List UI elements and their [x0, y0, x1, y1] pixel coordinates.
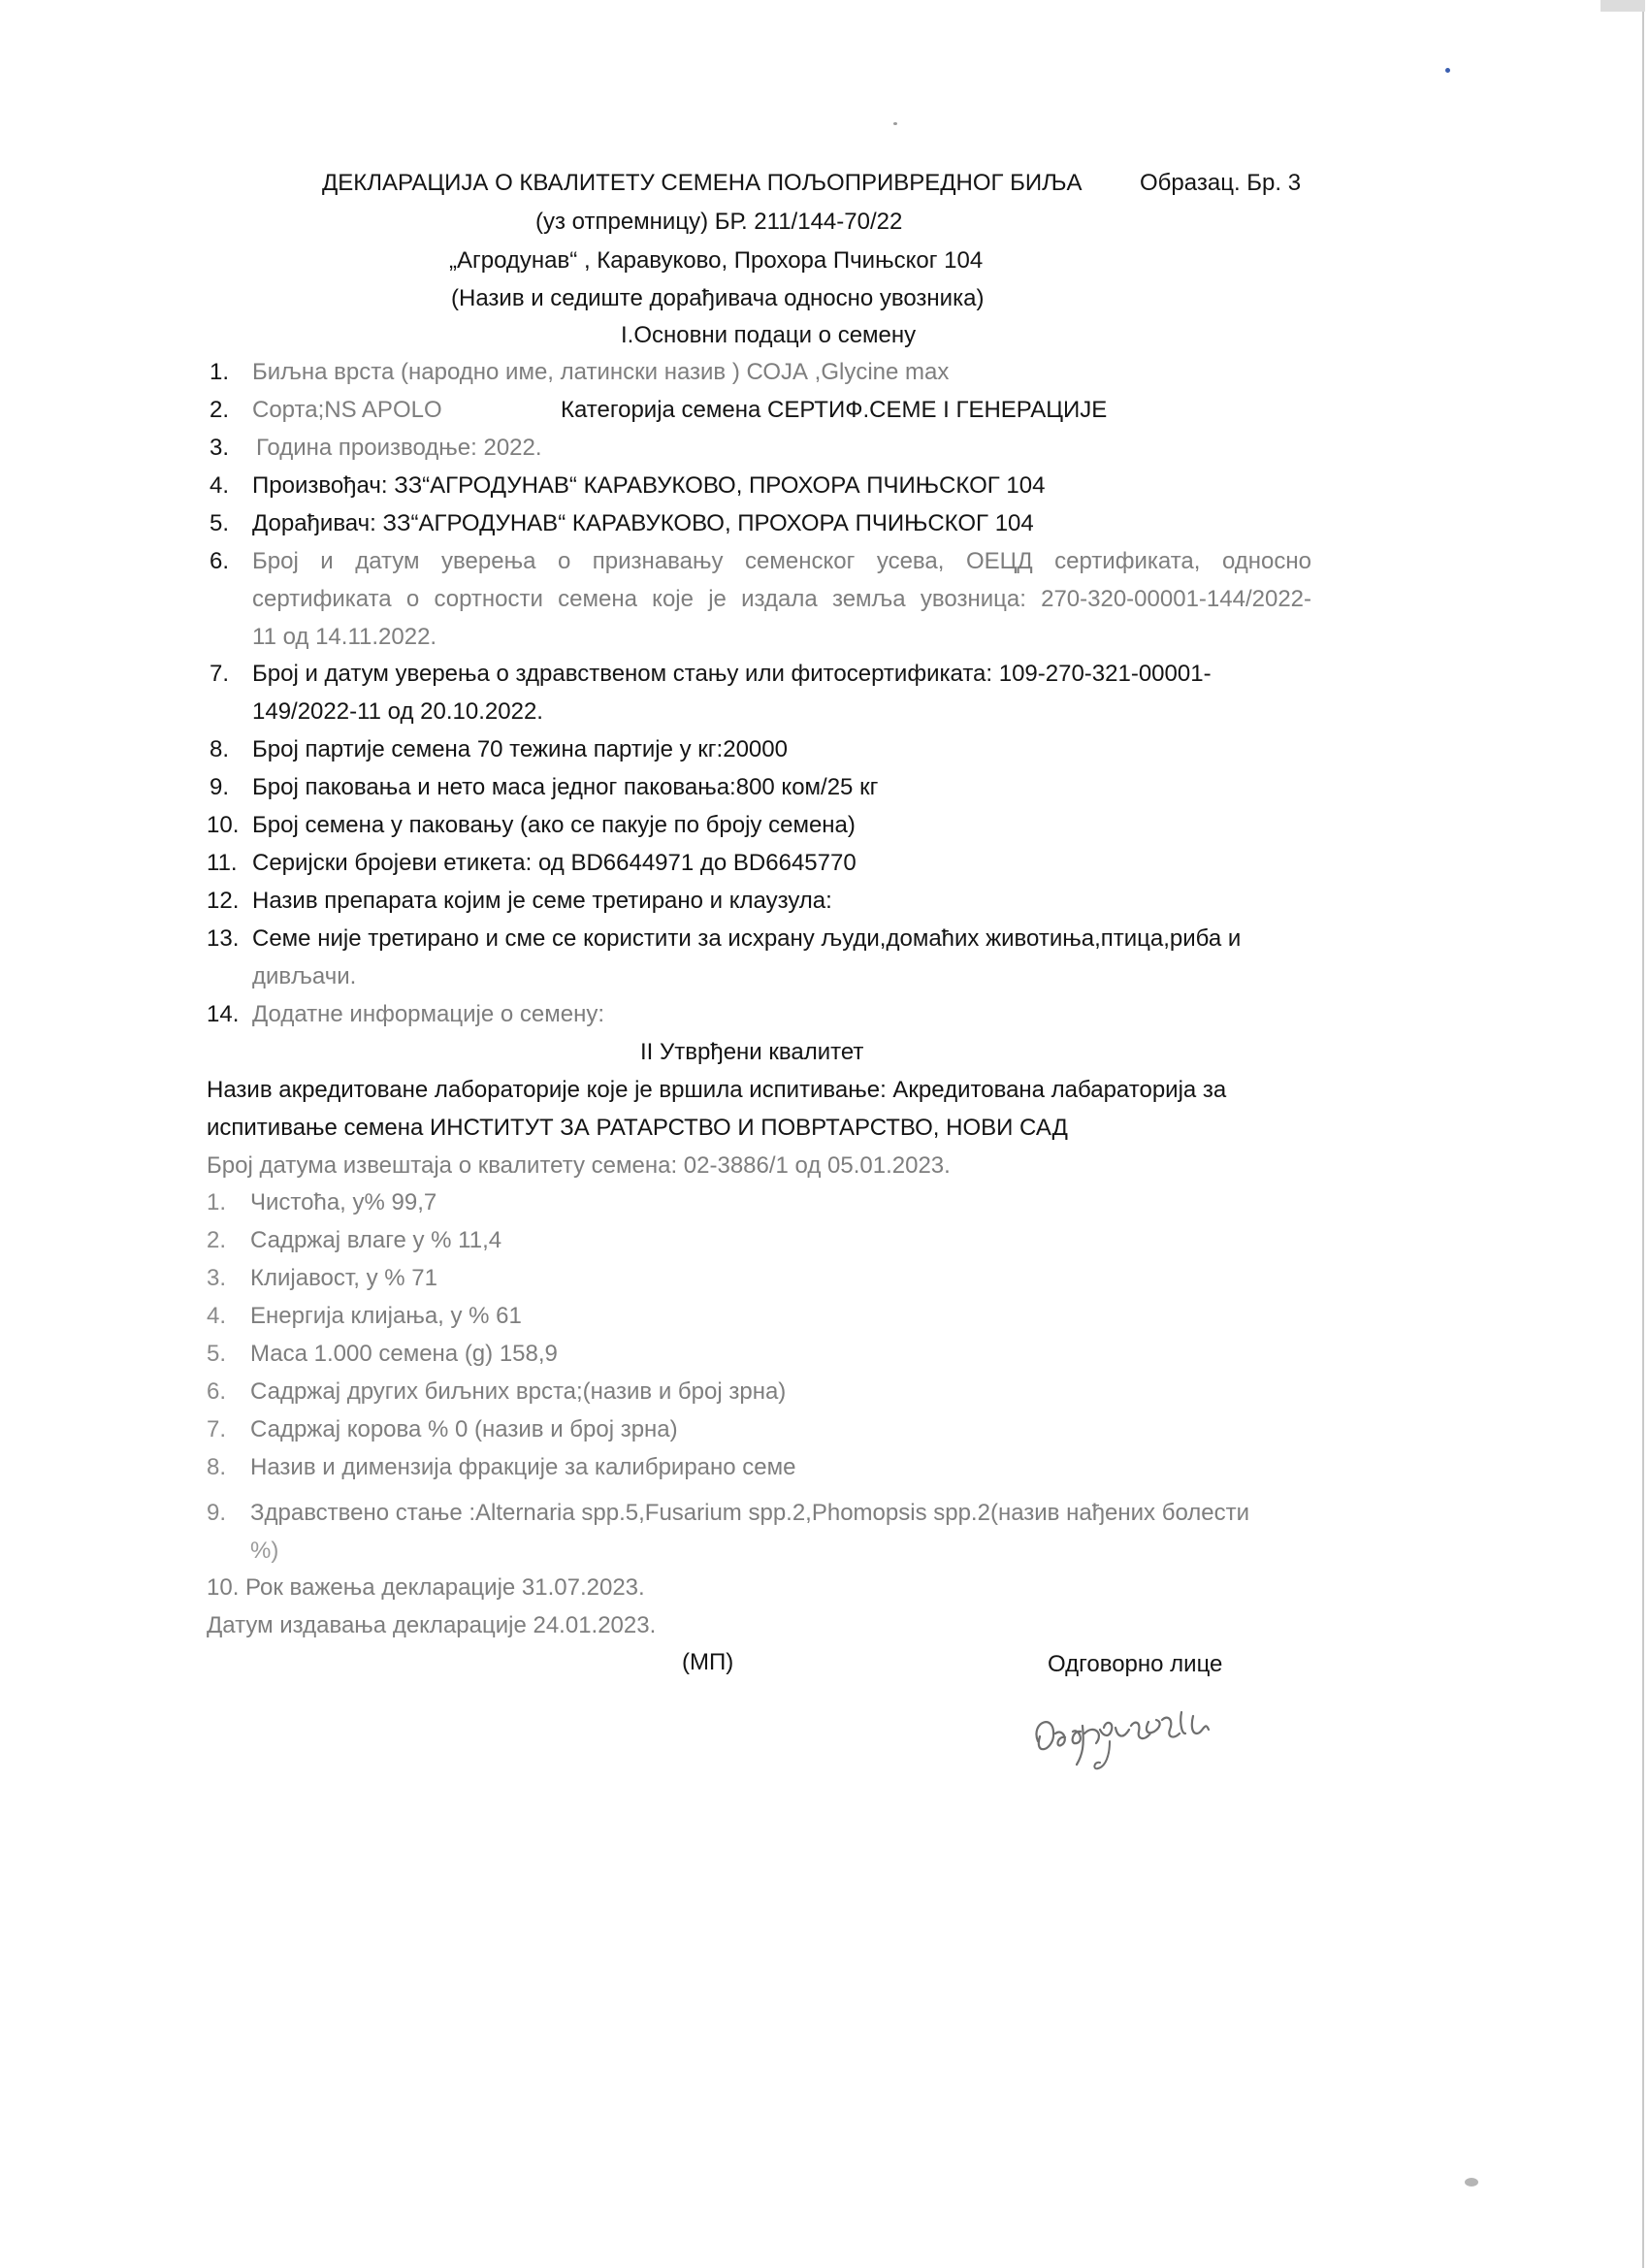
- scan-edge: [1642, 0, 1644, 2268]
- item-seed-category: Категорија семена СЕРТИФ.СЕМЕ I ГЕНЕРАЦИЈЕ: [561, 397, 1108, 423]
- item-number: 13.: [207, 925, 240, 952]
- item-number: 14.: [207, 1001, 240, 1027]
- form-number: Образац. Бр. 3: [1140, 170, 1302, 196]
- quality-purity: Чистоћа, у% 99,7: [250, 1189, 437, 1215]
- item-number: 8.: [210, 736, 230, 762]
- company-caption: (Назив и седиште дорађивача односно увозника): [451, 285, 985, 311]
- signature: [1026, 1683, 1298, 1797]
- item-number: 12.: [207, 888, 240, 914]
- quality-number: 6.: [207, 1378, 227, 1405]
- scan-corner: [1600, 0, 1645, 12]
- item-number: 4.: [210, 472, 230, 499]
- item-seeds-per-package: Број семена у паковању (ако се пакује по броју семена): [252, 812, 856, 838]
- item-certificate-line: сертификата о сортности семена које је издала земља увозница: 270-320-00001-144/2022-: [252, 586, 1311, 612]
- item-number: 9.: [210, 774, 230, 800]
- item-production-year: Година производње: 2022.: [256, 435, 542, 461]
- section-2-title: II Утврђени квалитет: [640, 1039, 864, 1065]
- company-name: „Агродунав“ , Каравуково, Прохора Пчињског 104: [449, 247, 984, 274]
- item-lot-number: Број партије семена 70 тежина партије у кг:20000: [252, 736, 788, 762]
- declaration-issue-date: Датум издавања декларације 24.01.2023.: [207, 1612, 657, 1638]
- item-additional-info: Додатне информације о семену:: [252, 1001, 605, 1027]
- quality-number: 1.: [207, 1189, 227, 1215]
- item-number: 10.: [207, 812, 240, 838]
- quality-other-species: Садржај других биљних врста;(назив и број зрна): [250, 1378, 787, 1405]
- item-number: 1.: [210, 359, 230, 385]
- quality-weeds: Садржај корова % 0 (назив и број зрна): [250, 1416, 678, 1442]
- item-number: 7.: [210, 661, 230, 687]
- section-1-title: I.Основни подаци о семену: [621, 322, 917, 348]
- lab-name-line: Назив акредитоване лабораторије које је вршила испитивање: Акредитована лабараторија за: [207, 1077, 1227, 1103]
- declaration-validity: 10. Рок важења декларације 31.07.2023.: [207, 1574, 645, 1601]
- item-number: 3.: [210, 435, 230, 461]
- responsible-person-label: Одговорно лице: [1048, 1651, 1223, 1677]
- quality-number: 9.: [207, 1500, 227, 1526]
- quality-number: 4.: [207, 1303, 227, 1329]
- item-number: 6.: [210, 548, 230, 574]
- item-plant-species: Биљна врста (народно име, латински назив ) СОЈА ,Glycine max: [252, 359, 950, 385]
- item-packages: Број паковања и нето маса једног паковања:800 ком/25 кг: [252, 774, 879, 800]
- item-number: 2.: [210, 397, 230, 423]
- item-untreated-clause: Семе није третирано и сме се користити за исхрану људи,домаћих животиња,птица,риба и: [252, 925, 1242, 952]
- item-producer: Произвођач: ЗЗ“АГРОДУНАВ“ КАРАВУКОВО, ПРОХОРА ПЧИЊСКОГ 104: [252, 472, 1046, 499]
- scan-speck: [1465, 2178, 1478, 2187]
- quality-thousand-seed-mass: Маса 1.000 семена (g) 158,9: [250, 1341, 558, 1367]
- report-number: Број датума извештаја о квалитету семена: 02-3886/1 од 05.01.2023.: [207, 1152, 951, 1179]
- scan-speck: [1445, 68, 1450, 73]
- quality-moisture: Садржај влаге у % 11,4: [250, 1227, 502, 1253]
- item-number: 5.: [210, 510, 230, 536]
- lab-name-line: испитивање семена ИНСТИТУТ ЗА РАТАРСТВО И ПОВРТАРСТВО, НОВИ САД: [207, 1115, 1068, 1141]
- quality-number: 7.: [207, 1416, 227, 1442]
- quality-fraction: Назив и димензија фракције за калибрирано семе: [250, 1454, 796, 1480]
- quality-number: 2.: [207, 1227, 227, 1253]
- item-untreated-clause: дивљачи.: [252, 963, 357, 989]
- item-certificate-line: 11 од 14.11.2022.: [252, 624, 437, 650]
- item-certificate-line: Број и датум уверења о признавању семенског усева, ОЕЦД сертификата, односно: [252, 548, 1311, 574]
- quality-health-status: %): [250, 1538, 279, 1564]
- scan-speck: [893, 122, 897, 125]
- item-phyto-certificate-line: 149/2022-11 од 20.10.2022.: [252, 698, 543, 725]
- item-label-serials: Серијски бројеви етикета: од BD6644971 до BD6645770: [252, 850, 857, 876]
- quality-germination: Клијавост, у % 71: [250, 1265, 437, 1291]
- quality-number: 8.: [207, 1454, 227, 1480]
- item-processor: Дорађивач: ЗЗ“АГРОДУНАВ“ КАРАВУКОВО, ПРОХОРА ПЧИЊСКОГ 104: [252, 510, 1034, 536]
- quality-germination-energy: Енергија клијања, у % 61: [250, 1303, 522, 1329]
- item-treatment: Назив препарата којим је семе третирано и клаузула:: [252, 888, 832, 914]
- quality-number: 3.: [207, 1265, 227, 1291]
- item-number: 11.: [207, 850, 238, 876]
- stamp-placeholder: (МП): [682, 1649, 734, 1675]
- item-variety: Сорта;NS APOLO: [252, 397, 442, 423]
- declaration-title: ДЕКЛАРАЦИЈА О КВАЛИТЕТУ СЕМЕНА ПОЉОПРИВРЕДНОГ БИЉА: [322, 170, 1083, 196]
- item-phyto-certificate-line: Број и датум уверења о здравственом стању или фитосертификата: 109-270-321-00001-: [252, 661, 1212, 687]
- delivery-note-number: (уз отпремницу) БР. 211/144-70/22: [535, 209, 903, 235]
- quality-health-status: Здравствено стање :Alternaria spp.5,Fusarium spp.2,Phomopsis spp.2(назив нађених болести: [250, 1500, 1250, 1526]
- quality-number: 5.: [207, 1341, 227, 1367]
